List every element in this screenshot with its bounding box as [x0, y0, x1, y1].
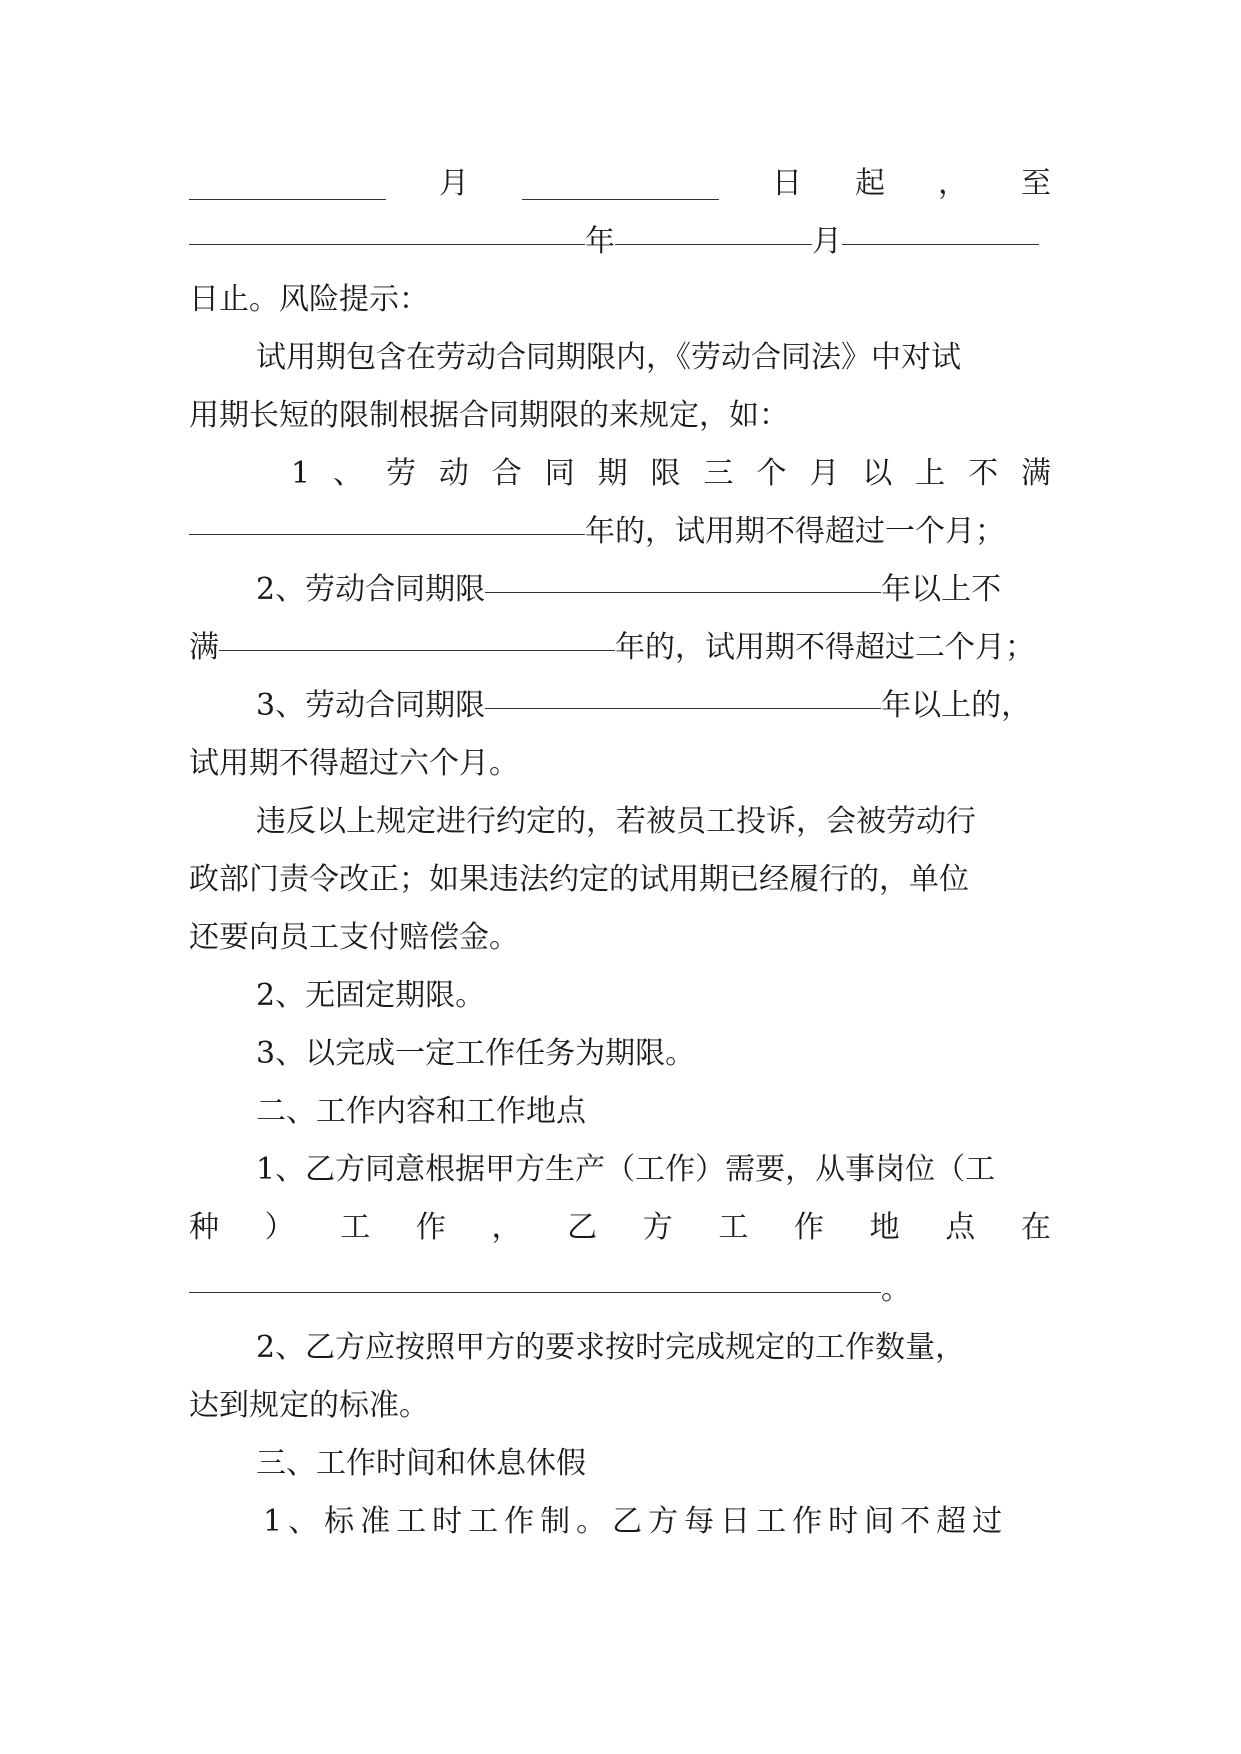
char: 三	[703, 456, 734, 491]
char: 、	[333, 456, 364, 491]
char: 合	[491, 456, 522, 491]
char: 月	[809, 456, 840, 491]
blank-field	[485, 592, 881, 593]
line-19	[189, 1206, 1051, 1250]
blank-field	[189, 244, 585, 245]
line-8	[256, 568, 1051, 612]
blank-field	[522, 199, 719, 200]
char: 种	[189, 1210, 219, 1245]
char: 满	[1021, 456, 1051, 491]
blank-field	[189, 1292, 881, 1293]
zhi-char: 至	[1021, 166, 1051, 201]
day-char: 日	[772, 166, 802, 201]
line-22: 达到规定的标准。	[189, 1388, 429, 1423]
line-10	[256, 684, 1051, 728]
line-18: 1、乙方同意根据甲方生产（工作）需要，从事岗位（工	[256, 1152, 996, 1187]
char: 工	[340, 1210, 371, 1245]
char: 点	[945, 1210, 976, 1245]
char: 地	[869, 1210, 900, 1245]
line-24: 1、标准工时工作制。乙方每日工作时间不超过	[263, 1504, 1009, 1539]
line-13: 政部门责令改正；如果违法约定的试用期已经履行的，单位	[189, 862, 969, 897]
month-char: 月	[812, 224, 842, 259]
blank-field	[842, 244, 1039, 245]
char: 作	[415, 1210, 446, 1245]
line-21: 2、乙方应按照甲方的要求按时完成规定的工作数量，	[256, 1330, 966, 1365]
line-7	[189, 510, 1051, 554]
line-10-prefix: 3、劳动合同期限	[256, 688, 486, 723]
line-10-suffix: 年以上的，	[881, 688, 1032, 723]
line-6	[291, 452, 1051, 496]
char: 期	[597, 456, 628, 491]
line-16: 3、以完成一定工作任务为期限。	[256, 1036, 696, 1071]
char: 以	[862, 456, 893, 491]
char: 动	[438, 456, 469, 491]
line-14: 还要向员工支付赔偿金。	[189, 920, 519, 955]
month-char: 月	[439, 166, 469, 201]
char: 劳	[385, 456, 416, 491]
char: 不	[968, 456, 999, 491]
line-8-prefix: 2、劳动合同期限	[256, 572, 486, 607]
char: 作	[794, 1210, 824, 1245]
line-12: 违反以上规定进行约定的，若被员工投诉，会被劳动行	[256, 804, 976, 839]
line-2	[189, 220, 1051, 264]
line-23: 三、工作时间和休息休假	[256, 1446, 586, 1481]
char: 工	[718, 1210, 749, 1245]
char: 同	[544, 456, 575, 491]
line-9-suffix: 年的，试用期不得超过二个月；	[615, 630, 1035, 665]
blank-field	[615, 244, 812, 245]
blank-field	[189, 534, 585, 535]
char: 1	[291, 456, 311, 491]
char: ，	[491, 1210, 522, 1245]
line-9-prefix: 满	[189, 630, 219, 665]
line-4: 试用期包含在劳动合同期限内，《劳动合同法》中对试	[256, 340, 961, 375]
line-17: 二、工作内容和工作地点	[256, 1094, 586, 1129]
char: ）	[264, 1210, 295, 1245]
period: 。	[881, 1272, 911, 1307]
char: 限	[650, 456, 681, 491]
blank-field	[485, 708, 881, 709]
line-3: 日止。风险提示：	[189, 282, 429, 317]
char: 个	[756, 456, 787, 491]
blank-field	[219, 650, 615, 651]
line-5: 用期长短的限制根据合同期限的来规定，如：	[189, 398, 789, 433]
line-1	[189, 162, 1051, 206]
line-9	[189, 626, 1051, 670]
line-20	[189, 1268, 1051, 1312]
year-char: 年	[585, 224, 615, 259]
comma-char: ，	[938, 166, 968, 201]
char: 乙	[567, 1210, 598, 1245]
line-7-text: 年的，试用期不得超过一个月；	[585, 514, 1005, 549]
line-11: 试用期不得超过六个月。	[189, 746, 519, 781]
char: 上	[915, 456, 946, 491]
char: 在	[1020, 1210, 1051, 1245]
qi-char: 起	[855, 166, 885, 201]
char: 方	[642, 1210, 673, 1245]
line-15: 2、无固定期限。	[256, 978, 486, 1013]
line-8-suffix: 年以上不	[881, 572, 1002, 607]
blank-field	[189, 199, 386, 200]
